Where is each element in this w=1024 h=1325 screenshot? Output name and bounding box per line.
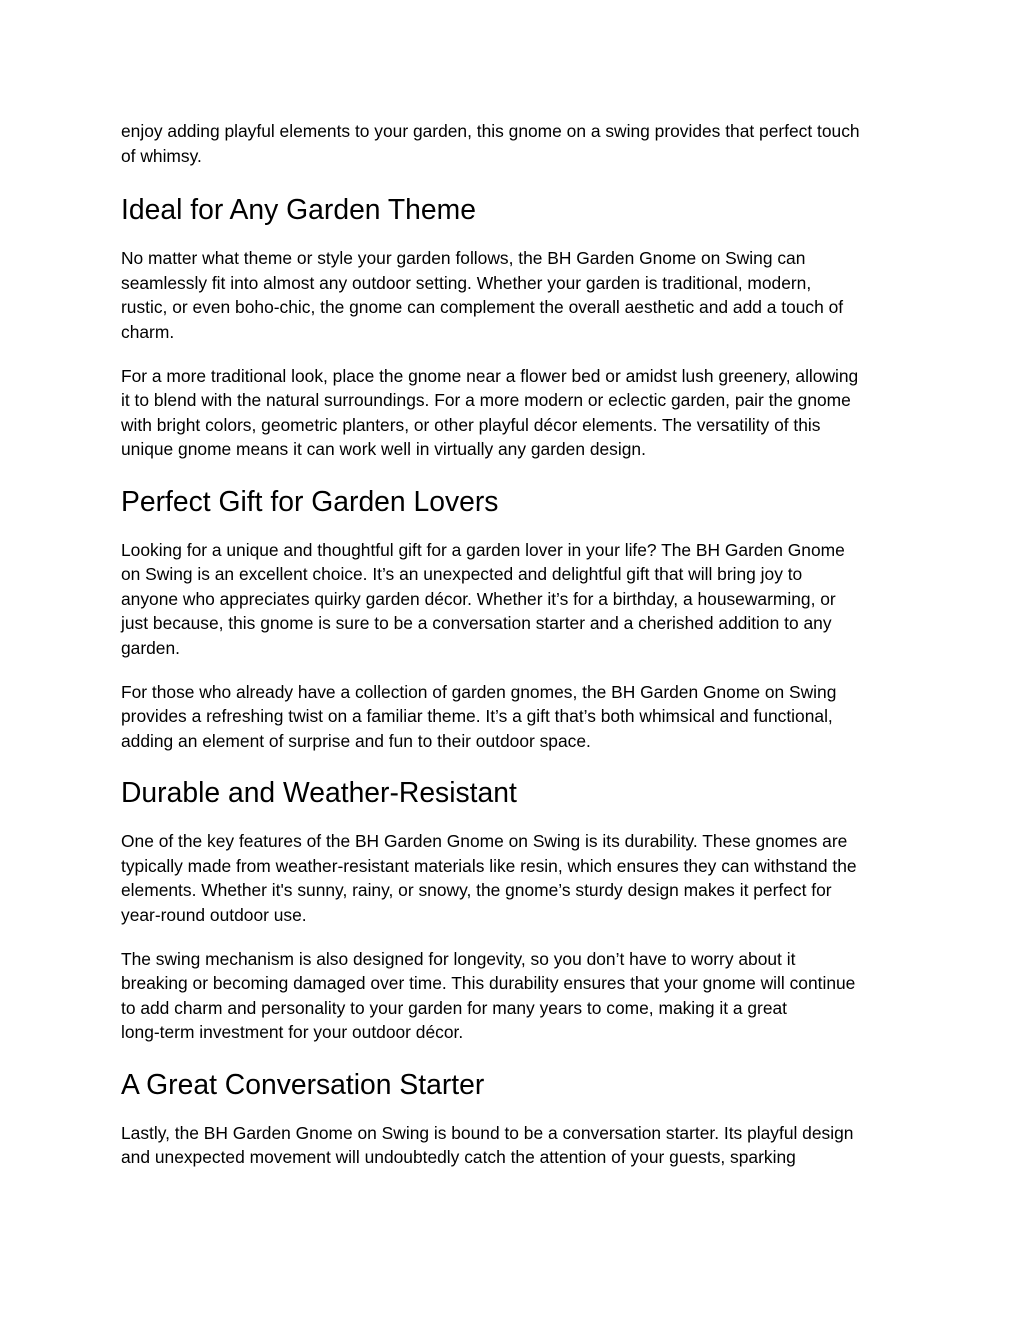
text-line: Looking for a unique and thoughtful gift for a garden lover in your life? The BH Garden Gnome [121, 539, 845, 560]
text-line: typically made from weather-resistant materials like resin, which ensures they can withstand the [121, 855, 857, 876]
text-line: Lastly, the BH Garden Gnome on Swing is bound to be a conversation starter. Its playful design [121, 1122, 854, 1143]
text-line: For those who already have a collection of garden gnomes, the BH Garden Gnome on Swing [121, 681, 837, 702]
body-paragraph [121, 538, 906, 661]
text-line: anyone who appreciates quirky garden décor. Whether it’s for a birthday, a housewarming, or [121, 588, 836, 609]
section-heading: Perfect Gift for Garden Lovers [121, 484, 499, 517]
text-line: enjoy adding playful elements to your garden, this gnome on a swing provides that perfect touch [121, 121, 860, 141]
text-line: The swing mechanism is also designed for longevity, so you don’t have to worry about it [121, 948, 796, 969]
text-line: on Swing is an excellent choice. It’s an unexpected and delightful gift that will bring joy to [121, 564, 803, 584]
text-line: long-term investment for your outdoor décor. [121, 1022, 464, 1042]
body-paragraph [121, 364, 906, 462]
text-line: of whimsy. [121, 145, 202, 166]
document-page [121, 119, 906, 1170]
text-line: year-round outdoor use. [121, 904, 307, 925]
text-line: For a more traditional look, place the gnome near a flower bed or amidst lush greenery, allowing [121, 365, 859, 386]
section-heading: Ideal for Any Garden Theme [121, 193, 476, 225]
text-line: One of the key features of the BH Garden Gnome on Swing is its durability. These gnomes are [121, 831, 848, 851]
text-line: adding an element of surprise and fun to their outdoor space. [121, 730, 591, 751]
body-paragraph [121, 680, 906, 754]
text-line: and unexpected movement will undoubtedly catch the attention of your guests, sparking [121, 1147, 796, 1167]
section-heading: A Great Conversation Starter [121, 1067, 485, 1100]
text-line: provides a refreshing twist on a familiar theme. It’s a gift that’s both whimsical and functional, [121, 706, 833, 726]
text-line: to add charm and personality to your garden for many years to come, making it a great [121, 997, 788, 1018]
text-line: charm. [121, 321, 175, 342]
text-line: breaking or becoming damaged over time. This durability ensures that your gnome will continue [121, 973, 856, 993]
body-paragraph [121, 947, 906, 1045]
text-line: it to blend with the natural surroundings. For a more modern or eclectic garden, pair the gnome [121, 390, 851, 410]
body-paragraph [121, 246, 906, 344]
body-paragraph [121, 1121, 906, 1170]
text-line: No matter what theme or style your garden follows, the BH Garden Gnome on Swing can [121, 248, 806, 268]
text-line: rustic, or even boho-chic, the gnome can complement the overall aesthetic and add a touch of [121, 297, 844, 317]
text-line: with bright colors, geometric planters, or other playful décor elements. The versatility of this [121, 414, 821, 435]
intro-paragraph [121, 119, 906, 168]
text-line: seamlessly fit into almost any outdoor setting. Whether your garden is traditional, modern, [121, 272, 812, 293]
text-line: just because, this gnome is sure to be a conversation starter and a cherished addition to any [121, 613, 832, 633]
body-paragraph [121, 829, 906, 927]
text-line: garden. [121, 637, 180, 658]
section-heading: Durable and Weather-Resistant [121, 776, 517, 808]
text-line: unique gnome means it can work well in virtually any garden design. [121, 439, 646, 459]
text-line: elements. Whether it's sunny, rainy, or snowy, the gnome’s sturdy design makes it perfect for [121, 880, 832, 900]
